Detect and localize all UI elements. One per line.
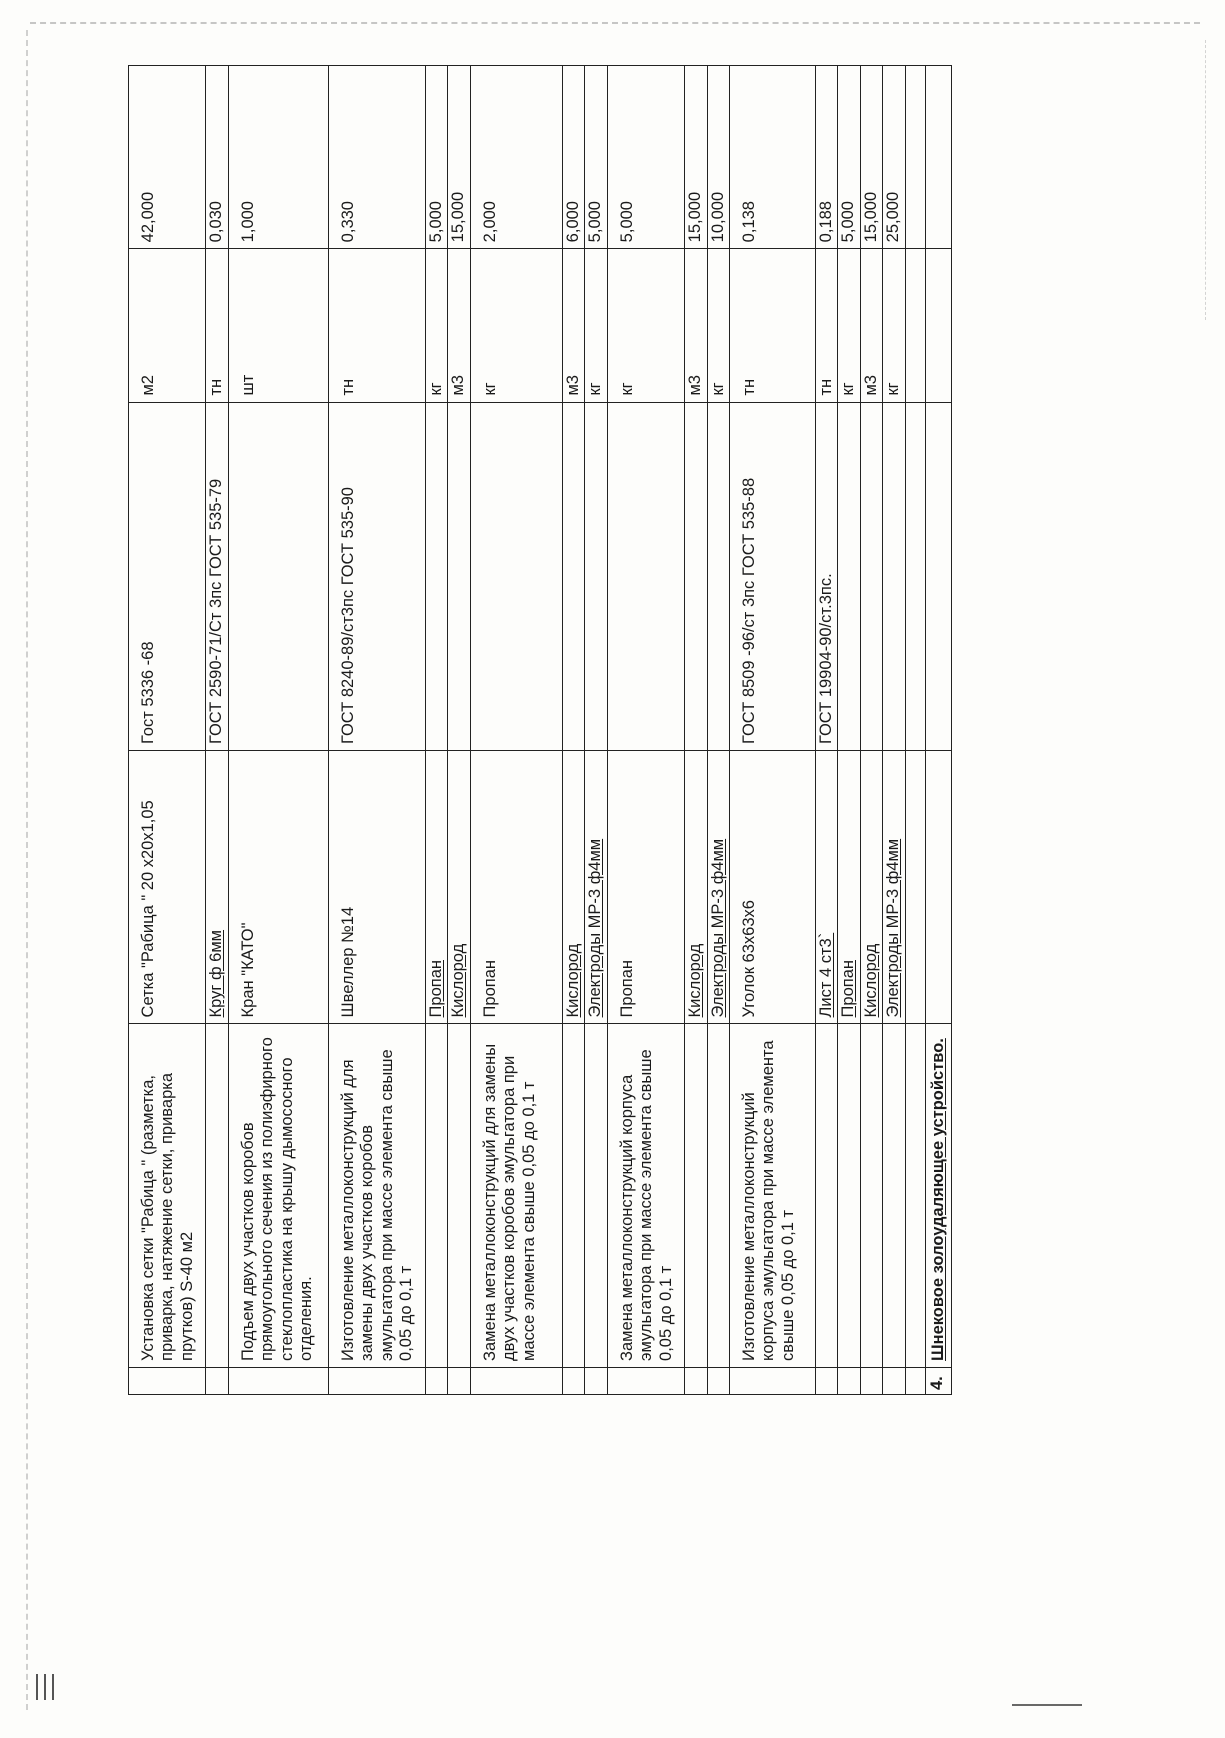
cell-work-description (685, 1024, 707, 1368)
cell-unit: тн (815, 249, 837, 402)
cell-standard (470, 402, 562, 751)
cell-material: Пропан (425, 751, 447, 1024)
cell-material: Пропан (607, 751, 684, 1024)
cell-standard (707, 402, 729, 751)
table-row (860, 66, 882, 1395)
cell-number (905, 1367, 925, 1394)
cell-number (860, 1367, 882, 1394)
table-row (707, 66, 729, 1395)
table-row (206, 66, 228, 1395)
cell-work-description: Подъем двух участков коробов прямоугольного сечения из полиэфирного стеклопластика на крышу дымососного отделения. (228, 1024, 328, 1368)
cell-work-description (838, 1024, 860, 1368)
cell-material: Электроды МР-3 ф4мм (883, 751, 905, 1024)
table-row (562, 66, 584, 1395)
cell-unit: тн (729, 249, 815, 402)
cell-standard: ГОСТ 2590-71/Ст 3пс ГОСТ 535-79 (206, 402, 228, 751)
cell-quantity (925, 66, 951, 249)
cell-material: Электроды МР-3 ф4мм (707, 751, 729, 1024)
cell-number (425, 1367, 447, 1394)
cell-work-description (206, 1024, 228, 1368)
cell-unit: кг (838, 249, 860, 402)
cell-work-description (448, 1024, 470, 1368)
cell-quantity: 10,000 (707, 66, 729, 249)
table-row (729, 66, 815, 1395)
cell-unit: м3 (860, 249, 882, 402)
cell-standard (883, 402, 905, 751)
cell-quantity: 5,000 (838, 66, 860, 249)
cell-unit: кг (607, 249, 684, 402)
cell-standard (448, 402, 470, 751)
cell-material: Кран "КАТО" (228, 751, 328, 1024)
table-row (448, 66, 470, 1395)
cell-standard (925, 402, 951, 751)
cell-quantity: 5,000 (607, 66, 684, 249)
cell-number (607, 1367, 684, 1394)
cell-number (448, 1367, 470, 1394)
table-row (685, 66, 707, 1395)
cell-standard: ГОСТ 8509 -96/ст 3пс ГОСТ 535-88 (729, 402, 815, 751)
cell-work-description: Изготовление металлоконструкций для замены двух участков коробов эмульгатора при массе элемента свыше 0,05 до 0,1 т (328, 1024, 425, 1368)
cell-work-description: Замена металлоконструкций для замены двух участков коробов эмульгатора при массе элемента свыше 0,05 до 0,1 т (470, 1024, 562, 1368)
cell-quantity: 0,138 (729, 66, 815, 249)
cell-material: Уголок 63х63х6 (729, 751, 815, 1024)
cell-work-description (425, 1024, 447, 1368)
cell-work-description (905, 1024, 925, 1368)
cell-standard: ГОСТ 8240-89/ст3пс ГОСТ 535-90 (328, 402, 425, 751)
cell-unit: кг (883, 249, 905, 402)
cell-number (815, 1367, 837, 1394)
cell-material: Пропан (838, 751, 860, 1024)
cell-standard (562, 402, 584, 751)
cell-quantity: 5,000 (425, 66, 447, 249)
cell-material: Электроды МР-3 ф4мм (585, 751, 607, 1024)
scan-edge-left (26, 30, 28, 1710)
cell-quantity: 1,000 (228, 66, 328, 249)
cell-unit: кг (707, 249, 729, 402)
cell-quantity: 6,000 (562, 66, 584, 249)
cell-standard (860, 402, 882, 751)
cell-material: Швеллер №14 (328, 751, 425, 1024)
cell-standard (905, 402, 925, 751)
cell-standard (685, 402, 707, 751)
bottom-mark (1012, 1704, 1082, 1706)
cell-number (838, 1367, 860, 1394)
cell-unit: кг (470, 249, 562, 402)
table-row (425, 66, 447, 1395)
rotated-table-wrapper (128, 65, 1078, 1395)
table-row (607, 66, 684, 1395)
table-row (585, 66, 607, 1395)
cell-number (129, 1367, 206, 1394)
cell-number: 4. (925, 1367, 951, 1394)
cell-quantity: 2,000 (470, 66, 562, 249)
cell-material: Кислород (562, 751, 584, 1024)
cell-work-description: Шнековое золоудаляющее устройство. (925, 1024, 951, 1368)
cell-quantity: 15,000 (860, 66, 882, 249)
scan-edge-top (30, 22, 1200, 24)
cell-standard (838, 402, 860, 751)
cell-unit: м3 (685, 249, 707, 402)
cell-standard (585, 402, 607, 751)
cell-material: Сетка "Рабица " 20 х20х1,05 (129, 751, 206, 1024)
table-row (838, 66, 860, 1395)
cell-number (470, 1367, 562, 1394)
cell-material: Пропан (470, 751, 562, 1024)
table-row (228, 66, 328, 1395)
cell-unit: м3 (448, 249, 470, 402)
materials-table (128, 65, 952, 1395)
cell-unit: шт (228, 249, 328, 402)
materials-table-body (129, 66, 952, 1395)
cell-work-description (883, 1024, 905, 1368)
cell-unit (905, 249, 925, 402)
table-row (328, 66, 425, 1395)
cell-number (883, 1367, 905, 1394)
cell-work-description (860, 1024, 882, 1368)
cell-number (328, 1367, 425, 1394)
cell-quantity: 25,000 (883, 66, 905, 249)
cell-quantity (905, 66, 925, 249)
cell-number (585, 1367, 607, 1394)
cell-material (905, 751, 925, 1024)
cell-quantity: 0,030 (206, 66, 228, 249)
cell-unit: кг (585, 249, 607, 402)
table-row (815, 66, 837, 1395)
cell-unit: тн (206, 249, 228, 402)
cell-number (562, 1367, 584, 1394)
cell-standard (607, 402, 684, 751)
table-row (470, 66, 562, 1395)
cell-work-description: Установка сетки "Рабица " (разметка, приварка, натяжение сетки, приварка прутков) S-40 м2 (129, 1024, 206, 1368)
cell-standard (425, 402, 447, 751)
cell-quantity: 0,188 (815, 66, 837, 249)
table-row (129, 66, 206, 1395)
scan-edge-right (1205, 40, 1206, 320)
cell-number (228, 1367, 328, 1394)
cell-work-description: Замена металлоконструкций корпуса эмульгатора при массе элемента свыше 0,05 до 0,1 т (607, 1024, 684, 1368)
cell-material: Лист 4 ст3` (815, 751, 837, 1024)
cell-unit: тн (328, 249, 425, 402)
cell-standard (228, 402, 328, 751)
cell-unit: м2 (129, 249, 206, 402)
cell-number (685, 1367, 707, 1394)
cell-work-description (585, 1024, 607, 1368)
cell-standard: Гост 5336 -68 (129, 402, 206, 751)
cell-work-description (815, 1024, 837, 1368)
cell-material (925, 751, 951, 1024)
section-row (925, 66, 951, 1395)
margin-ticks (36, 1660, 76, 1700)
table-row (883, 66, 905, 1395)
table-row (905, 66, 925, 1395)
cell-number (707, 1367, 729, 1394)
cell-work-description (562, 1024, 584, 1368)
cell-work-description: Изготовление металлоконструкций корпуса эмульгатора при массе элемента свыше 0,05 до 0,1 т (729, 1024, 815, 1368)
cell-number (729, 1367, 815, 1394)
cell-work-description (707, 1024, 729, 1368)
cell-number (206, 1367, 228, 1394)
cell-material: Круг ф 6мм (206, 751, 228, 1024)
cell-unit: кг (425, 249, 447, 402)
cell-unit: м3 (562, 249, 584, 402)
cell-quantity: 15,000 (448, 66, 470, 249)
cell-unit (925, 249, 951, 402)
cell-quantity: 42,000 (129, 66, 206, 249)
cell-standard: ГОСТ 19904-90/ст.3пс. (815, 402, 837, 751)
cell-quantity: 5,000 (585, 66, 607, 249)
cell-quantity: 15,000 (685, 66, 707, 249)
cell-material: Кислород (860, 751, 882, 1024)
cell-material: Кислород (685, 751, 707, 1024)
cell-material: Кислород (448, 751, 470, 1024)
cell-quantity: 0,330 (328, 66, 425, 249)
